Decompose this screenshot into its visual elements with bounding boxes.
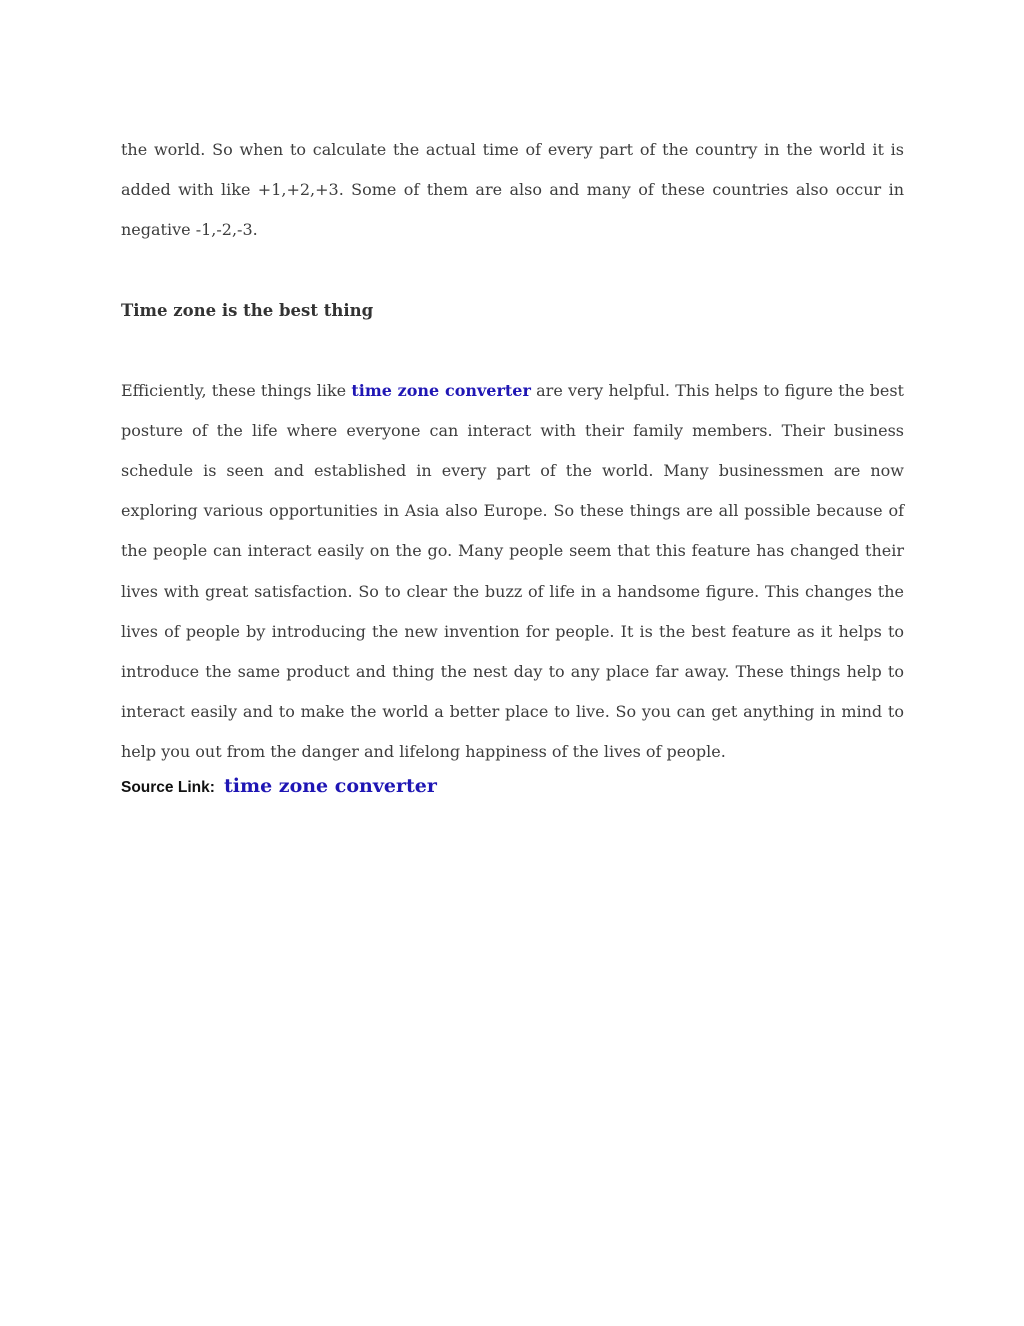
intro-paragraph: the world. So when to calculate the actual time of every part of the country in the world it is added with like +1,+2,+3. Some of them are also and many of these countries also occur in negative -1,-2,-3. xyxy=(121,140,904,240)
section-heading: Time zone is the best thing xyxy=(121,300,374,320)
source-link[interactable]: time zone converter xyxy=(223,774,437,797)
body-text-before-link: Efficiently, these things like xyxy=(121,380,352,400)
body-text-after-link: are very helpful. This helps to figure the best posture of the life where everyone can interact with their family members. Their business schedule is seen and established in every part of the world. Many businessmen are now exploring various opportunities in Asia also Europe. So these things are all possible because of the people can interact easily on the go. Many people seem that this feature has changed their lives with great satisfaction. So to clear the buzz of life in a handsome figure. This changes the lives of people by introducing the new invention for people. It is the best feature as it helps to introduce the same product and thing the nest day to any place far away. These things help to interact easily and to make the world a better place to live. So you can get anything in mind to help you out from the danger and lifelong happiness of the lives of people. xyxy=(121,380,904,762)
time-zone-converter-link[interactable]: time zone converter xyxy=(351,380,531,400)
source-line xyxy=(121,771,904,803)
body-paragraph xyxy=(121,371,904,773)
document-content xyxy=(121,130,904,803)
source-label: Source Link: xyxy=(121,778,215,796)
